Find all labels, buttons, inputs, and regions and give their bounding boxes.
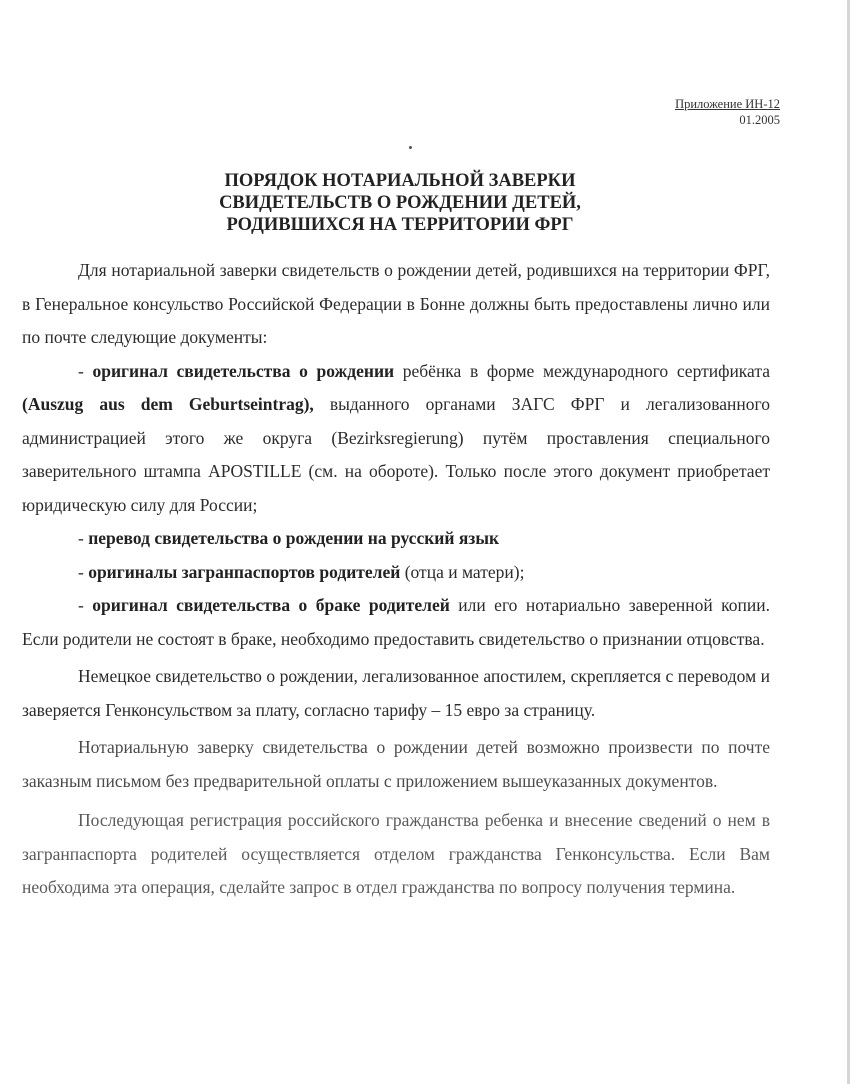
list-item-bold: оригиналы загранпаспортов родителей [88,561,401,582]
scan-speck [409,146,412,149]
fee-paragraph: Немецкое свидетельство о рождении, легализованное апостилем, скрепляется с переводом и заверяется Генконсульством за плату, согласно тарифу – 15 евро за страницу. [22,666,770,720]
list-item-text: ребёнка в форме международного сертификата [394,360,770,381]
list-item-text: или его нотариально заверенной копии. Если родители не состоят в браке, необходимо предоставить свидетельство о признании отцовства. [22,595,770,649]
list-item-marriage-certificate [22,589,770,656]
document-title [0,170,800,236]
appendix-number: Приложение ИН-12 [675,97,780,111]
list-item-bold: оригинал свидетельства о рождении [92,360,395,381]
list-item-bold-german: (Auszug aus dem Geburtseintrag), [22,394,314,414]
list-item-birth-certificate [22,355,770,523]
mail-paragraph: Нотариальную заверку свидетельства о рождении детей возможно произвести по почте заказным письмом без предварительной оплаты с приложением вышеуказанных документов. [22,737,770,791]
list-item-prefix: - [78,360,93,381]
list-item-text-continued: выданного органами ЗАГС ФРГ и легализованного администрацией этого же округа (Bezirksregierung) путём проставления специального заверительного штампа APOSTILLE (см. на обороте). Только после этого документ приобретает юридическую силу для России; [22,394,771,515]
title-line-3: РОДИВШИХСЯ НА ТЕРРИТОРИИ ФРГ [226,215,574,235]
appendix-reference [675,96,780,128]
list-item-prefix: - [78,561,89,582]
title-line-1: ПОРЯДОК НОТАРИАЛЬНОЙ ЗАВЕРКИ [224,171,576,191]
list-item-prefix: - [78,595,93,615]
document-body [22,254,771,905]
citizenship-paragraph: Последующая регистрация российского гражданства ребенка и внесение сведений о нем в загранпаспорта родителей осуществляется отделом гражданства Генконсульства. Если Вам необходима эта операция, сделайте запрос в отдел гражданства по вопросу получения термина. [22,810,770,897]
intro-paragraph: Для нотариальной заверки свидетельств о рождении детей, родившихся на территории ФРГ, в Генеральное консульство Российской Федерации в Бонне должны быть предоставлены лично или по почте следующие документы: [22,260,770,347]
title-line-2: СВИДЕТЕЛЬСТВ О РОЖДЕНИИ ДЕТЕЙ, [219,193,581,213]
list-item-bold: перевод свидетельства о рождении на русский язык [88,528,500,548]
list-item-bold: оригинал свидетельства о браке родителей [92,595,450,615]
list-item-translation [22,522,770,556]
appendix-date: 01.2005 [739,113,780,127]
list-item-text: (отца и матери); [400,561,525,582]
list-item-passports [22,556,770,590]
list-item-prefix: - [78,528,89,548]
